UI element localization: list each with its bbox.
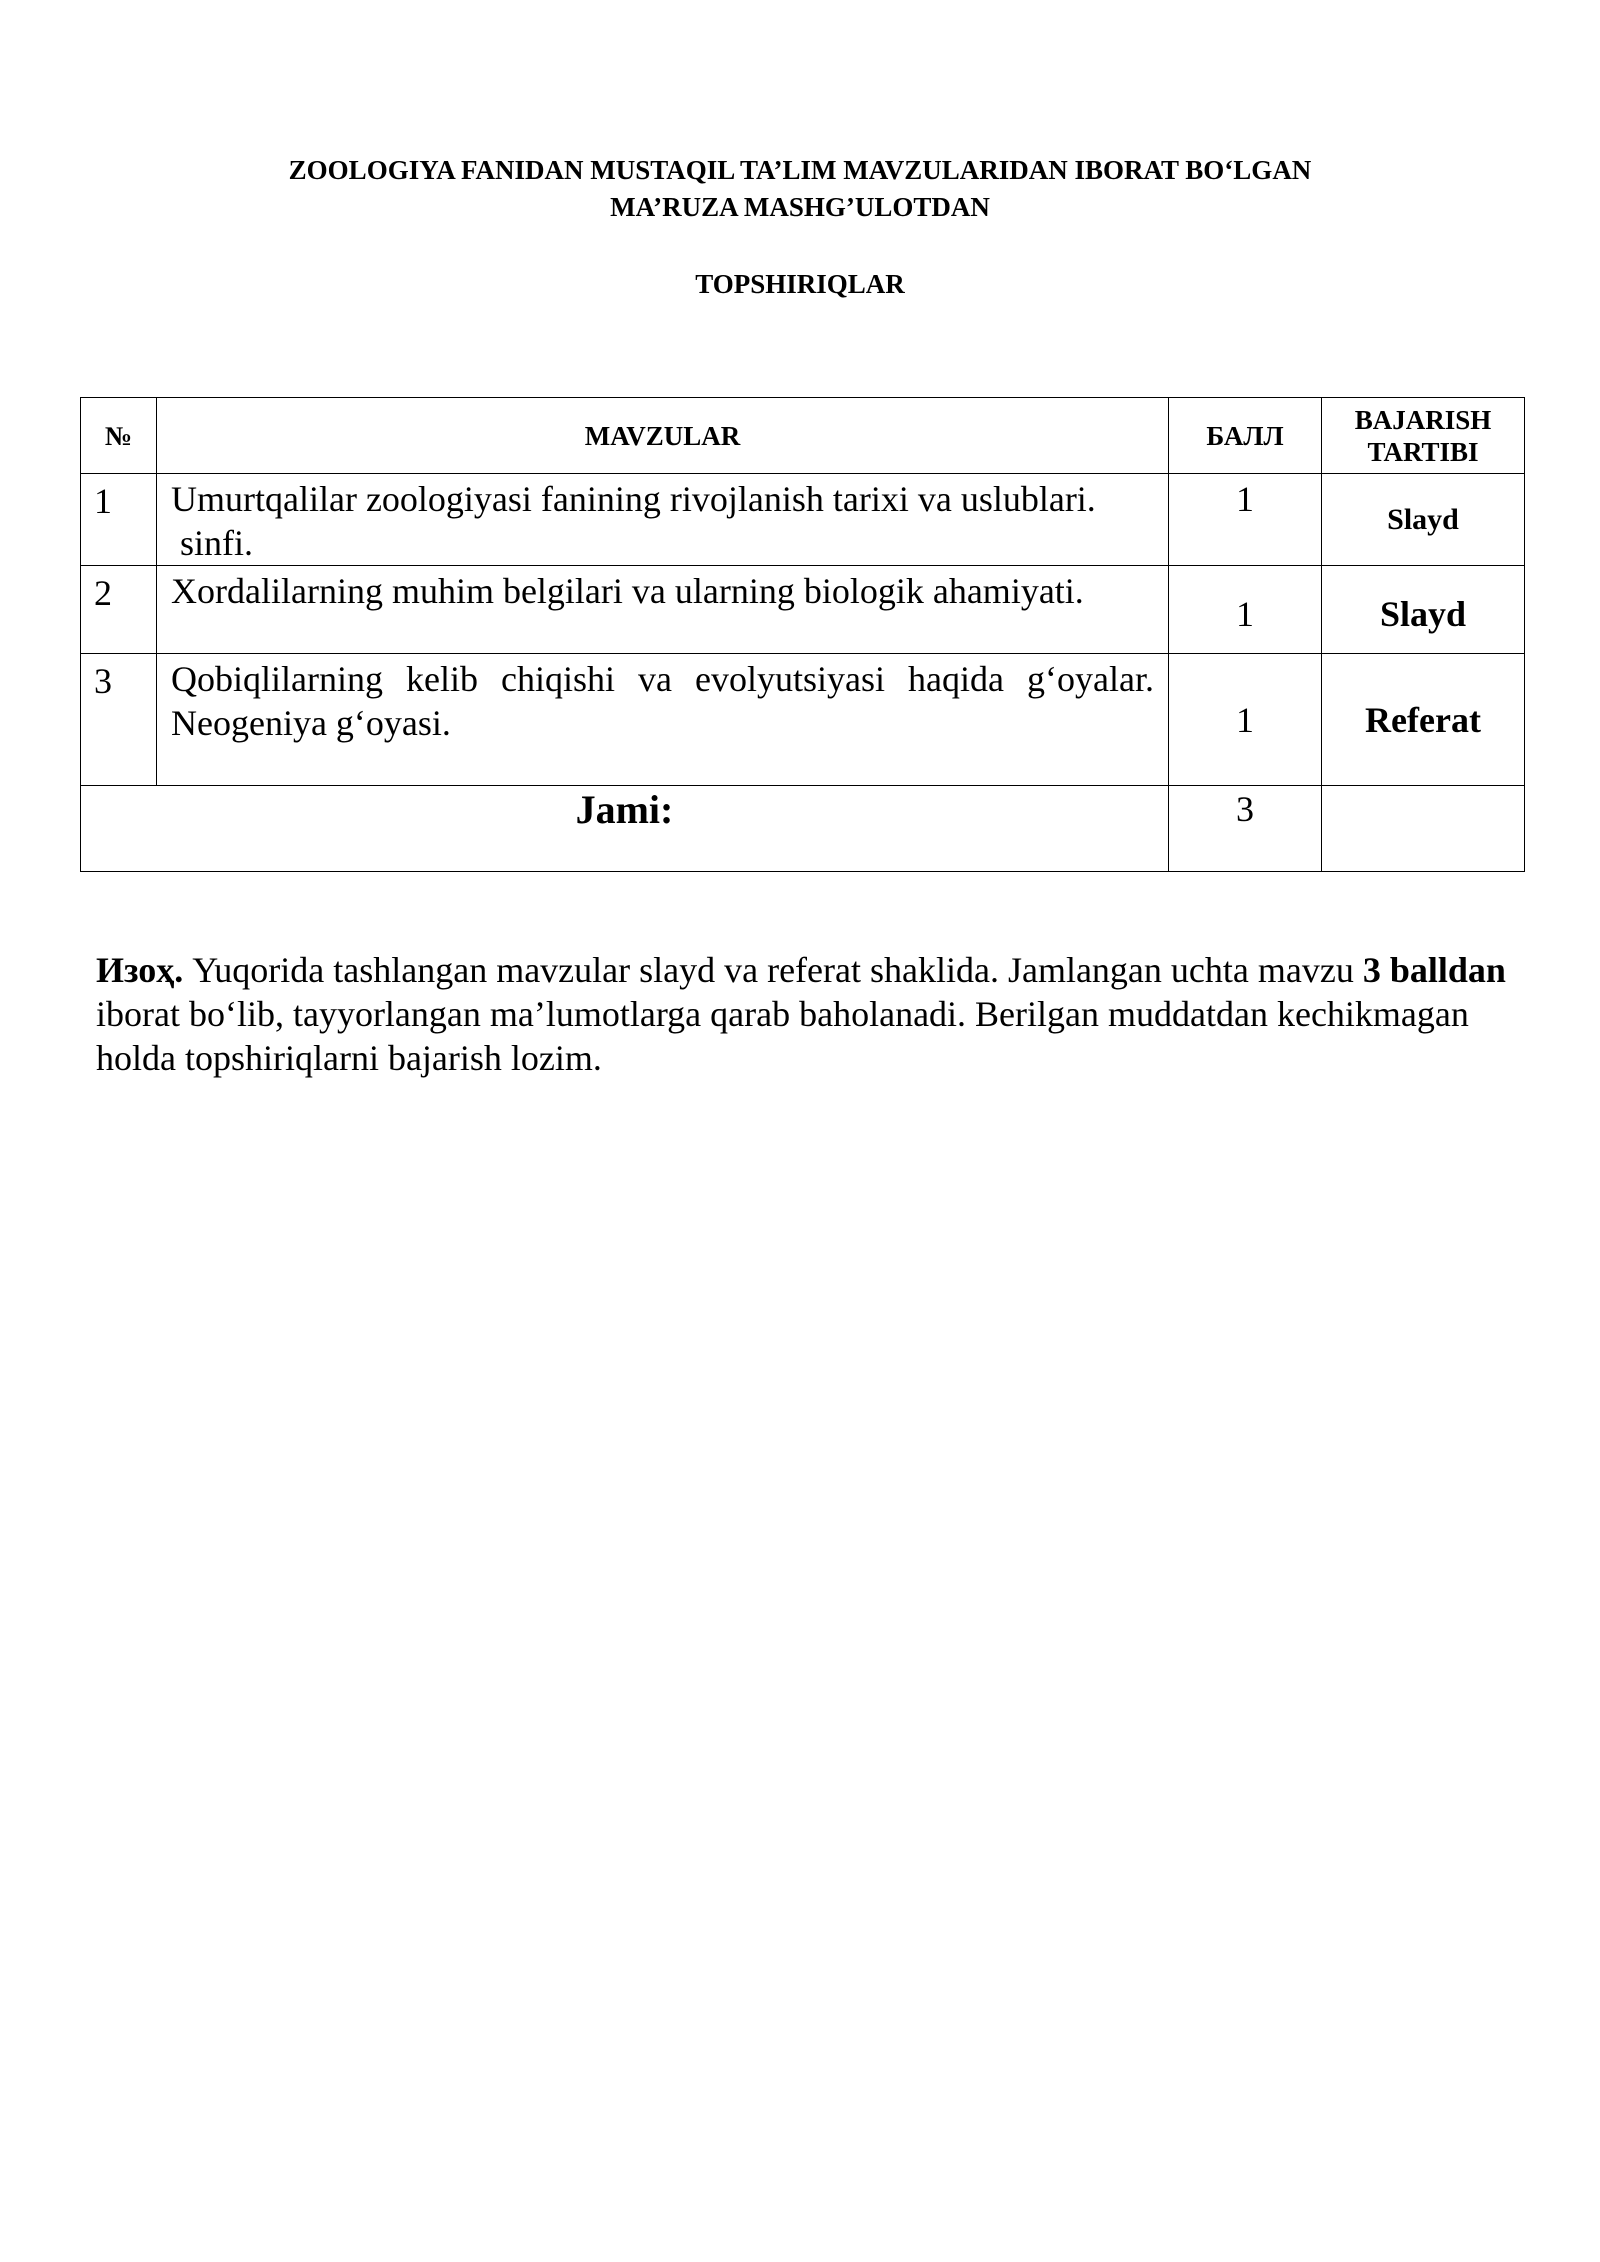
row-number: 3 (81, 654, 157, 786)
row-topic-line-1: Qobiqlilarning kelib chiqishi va evolyutsiyasi haqida g‘oyalar. (171, 659, 1154, 699)
row-order: Slayd (1322, 566, 1525, 654)
title-line-1: ZOOLOGIYA FANIDAN MUSTAQIL TA’LIM MAVZULARIDAN IBORAT BO‘LGAN (288, 155, 1312, 185)
row-score: 1 (1169, 654, 1322, 786)
row-number: 1 (81, 474, 157, 566)
total-score: 3 (1169, 786, 1322, 872)
assignments-table (80, 397, 1525, 872)
header-order-line-2: TARTIBI (1367, 436, 1479, 467)
table-row (81, 474, 1525, 566)
row-topic-line-2: Neogeniya g‘oyasi. (171, 703, 451, 743)
table-row (81, 654, 1525, 786)
note-label: Изоҳ. (96, 950, 184, 990)
row-number: 2 (81, 566, 157, 654)
table-total-row (81, 786, 1525, 872)
row-topic-line-1: Umurtqalilar zoologiyasi fanining rivojlanish tarixi va uslublari. (171, 479, 1096, 519)
row-score: 1 (1169, 566, 1322, 654)
row-topic (157, 566, 1169, 654)
row-topic (157, 654, 1169, 786)
table-row (81, 566, 1525, 654)
row-order: Referat (1322, 654, 1525, 786)
header-number: № (81, 398, 157, 474)
row-topic-line-2: sinfi. (171, 523, 254, 563)
row-order: Slayd (1322, 474, 1525, 566)
table-header-row (81, 398, 1525, 474)
document-title (80, 152, 1520, 226)
document-subtitle: TOPSHIRIQLAR (695, 269, 905, 299)
row-topic-line-1: Xordalilarning muhim belgilari va ularning biologik ahamiyati. (171, 571, 1084, 611)
header-score: БАЛЛ (1169, 398, 1322, 474)
note-text-1: Yuqorida tashlangan mavzular slayd va referat shaklida. Jamlangan uchta mavzu (183, 950, 1363, 990)
title-line-2: MA’RUZA MASHG’ULOTDAN (610, 192, 990, 222)
note-paragraph (96, 948, 1516, 1080)
note-bold-score: 3 balldan (1362, 950, 1506, 990)
header-order (1322, 398, 1525, 474)
total-order (1322, 786, 1525, 872)
row-score: 1 (1169, 474, 1322, 566)
row-topic (157, 474, 1169, 566)
header-topics: MAVZULAR (157, 398, 1169, 474)
note-text-2: iborat bo‘lib, tayyorlangan ma’lumotlarga qarab baholanadi. Berilgan muddatdan kechikmagan holda topshiriqlarni bajarish lozim. (96, 994, 1469, 1078)
total-label: Jami: (81, 786, 1169, 872)
header-order-line-1: BAJARISH (1354, 404, 1492, 435)
